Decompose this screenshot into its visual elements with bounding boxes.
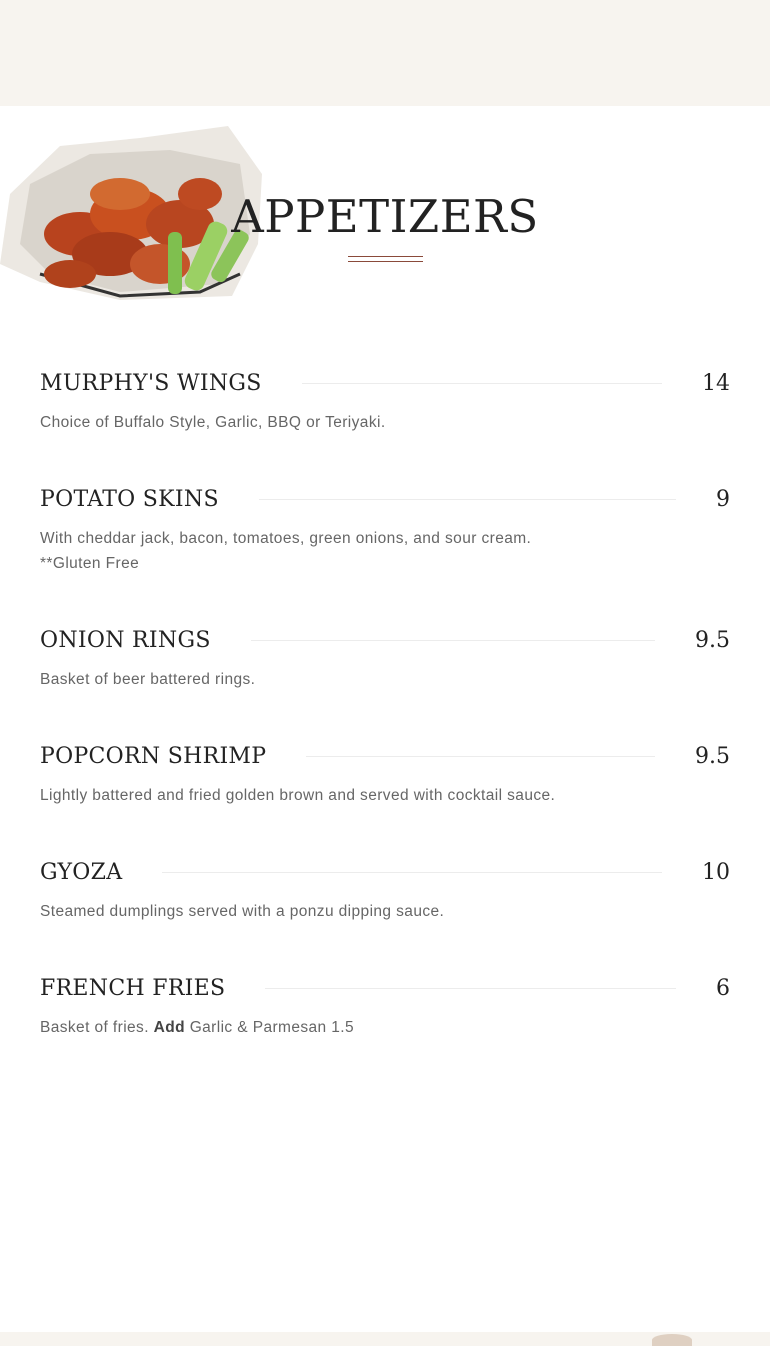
menu-item-header: [40, 849, 730, 895]
item-name: FRENCH FRIES: [40, 975, 226, 1001]
menu-item-header: [40, 965, 730, 1011]
menu-item: [40, 849, 730, 965]
menu-item: [40, 476, 730, 617]
menu-item: [40, 733, 730, 849]
menu-list: [40, 360, 730, 1081]
item-price: 14: [702, 370, 730, 396]
title-underline: [348, 256, 423, 262]
description-line: **Gluten Free: [40, 555, 140, 572]
description-text: Basket of fries.: [40, 1019, 149, 1036]
dotted-leader: [265, 988, 676, 989]
item-name: MURPHY'S WINGS: [40, 370, 262, 396]
dotted-leader: [251, 640, 655, 641]
menu-item-header: [40, 360, 730, 406]
menu-item-header: [40, 617, 730, 663]
section-title: APPETIZERS: [231, 190, 539, 243]
menu-item-header: [40, 733, 730, 779]
item-price: 9: [716, 486, 730, 512]
item-name: ONION RINGS: [40, 627, 211, 653]
item-name: POTATO SKINS: [40, 486, 219, 512]
header-band: [0, 0, 770, 106]
item-description: [40, 526, 730, 576]
description-line: Lightly battered and fried golden brown and served with cocktail sauce.: [40, 787, 556, 804]
menu-item: [40, 617, 730, 733]
dotted-leader: [302, 383, 662, 384]
item-price: 9.5: [695, 627, 730, 653]
item-description: [40, 783, 730, 808]
item-name: POPCORN SHRIMP: [40, 743, 267, 769]
menu-item: [40, 360, 730, 476]
item-price: 9.5: [695, 743, 730, 769]
dotted-leader: [259, 499, 676, 500]
footer-decoration: [652, 1334, 692, 1346]
addon-text: Garlic & Parmesan 1.5: [189, 1019, 355, 1036]
item-description: [40, 1015, 730, 1040]
description-line: Steamed dumplings served with a ponzu dipping sauce.: [40, 903, 445, 920]
dotted-leader: [162, 872, 662, 873]
item-name: GYOZA: [40, 859, 123, 885]
description-line: Basket of beer battered rings.: [40, 671, 256, 688]
item-description: [40, 899, 730, 924]
description-line: With cheddar jack, bacon, tomatoes, green onions, and sour cream.: [40, 530, 532, 547]
item-description: [40, 410, 730, 435]
item-price: 6: [716, 975, 730, 1001]
dotted-leader: [306, 756, 655, 757]
add-label: Add: [153, 1019, 185, 1036]
menu-item: [40, 965, 730, 1081]
menu-item-header: [40, 476, 730, 522]
description-line: Choice of Buffalo Style, Garlic, BBQ or Teriyaki.: [40, 414, 386, 431]
item-description: [40, 667, 730, 692]
item-price: 10: [702, 859, 730, 885]
